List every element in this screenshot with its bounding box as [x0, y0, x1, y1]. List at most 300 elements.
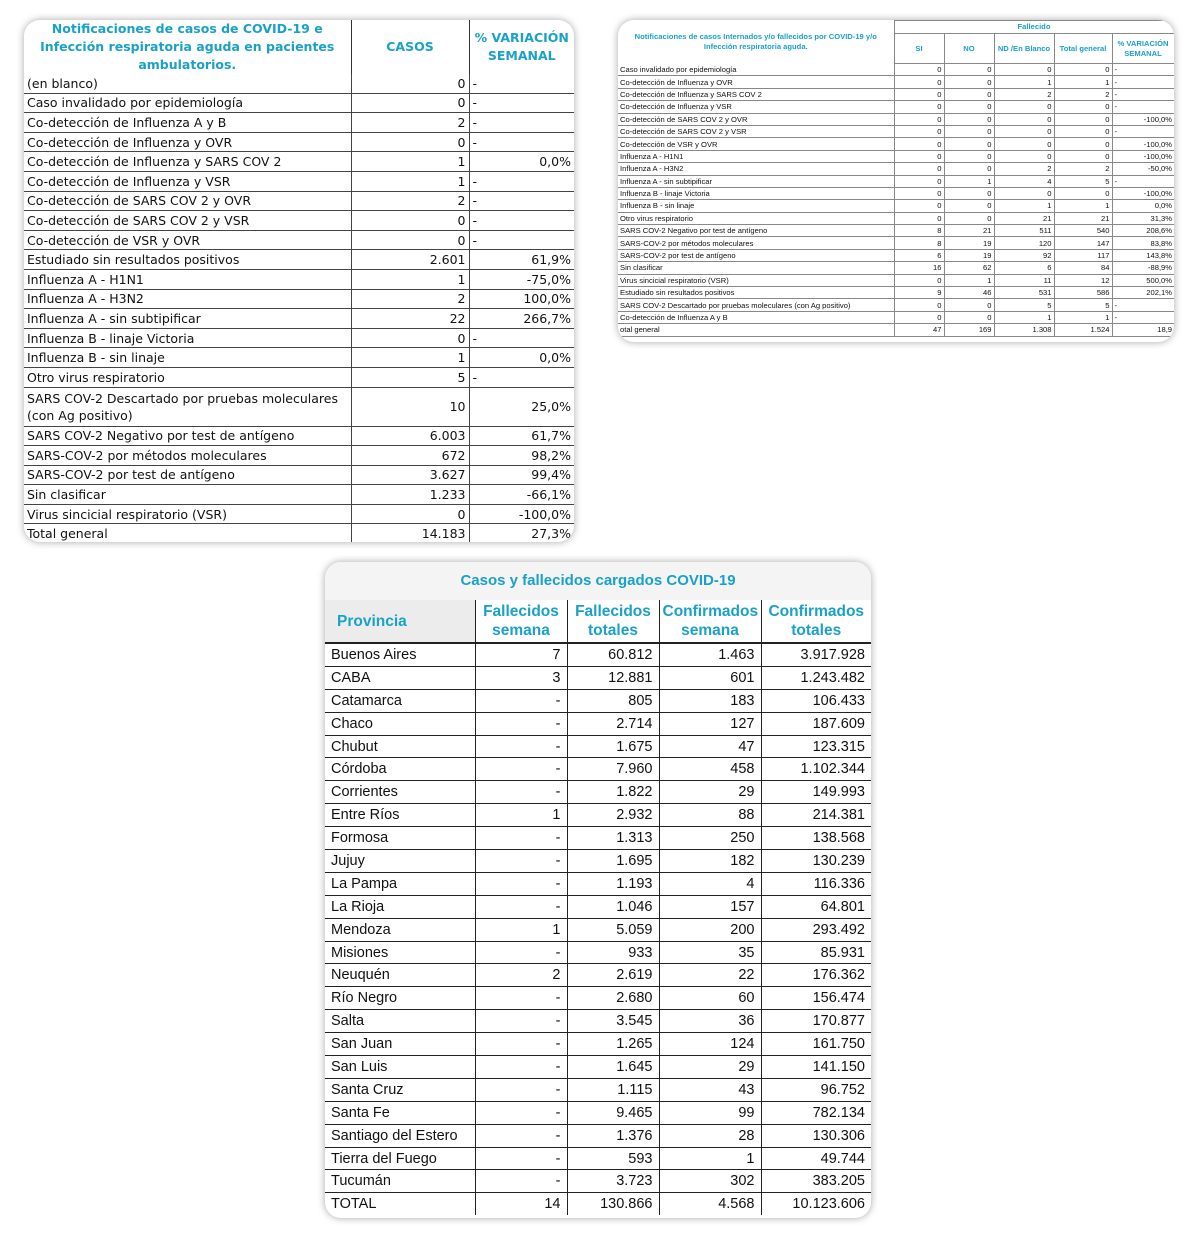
no-cell: 0	[944, 200, 994, 212]
confirmados-semana-cell: 601	[659, 666, 761, 689]
ambulatory-cases-table	[24, 20, 574, 542]
variacion-cell: 99,4%	[469, 465, 574, 485]
fallecidos-totales-cell: 1.193	[567, 872, 659, 895]
row-label: Co-detección de Influenza y VSR	[618, 101, 894, 113]
fallecidos-totales-cell: 933	[567, 941, 659, 964]
row-label: Influenza A - H1N1	[618, 150, 894, 162]
casos-cell: 1	[351, 171, 469, 191]
table-row	[24, 269, 574, 289]
ambulatory-cases-card	[24, 20, 574, 542]
variacion-cell: 98,2%	[469, 446, 574, 466]
si-header: SI	[894, 34, 944, 64]
fallecidos-totales-cell: 2.714	[567, 712, 659, 735]
fallecidos-semana-cell: -	[475, 850, 567, 873]
variacion-cell: 500,0%	[1112, 274, 1174, 286]
row-label: Co-detección de Influenza y OVR	[24, 132, 351, 152]
table-row	[24, 309, 574, 329]
provincia-cell: Chaco	[325, 712, 475, 735]
table-row	[618, 249, 1174, 261]
no-cell: 19	[944, 237, 994, 249]
table-row	[618, 274, 1174, 286]
total-cell: 84	[1054, 262, 1112, 274]
total-cell: 586	[1054, 287, 1112, 299]
provincia-cell: TOTAL	[325, 1193, 475, 1215]
fallecidos-totales-cell: 2.619	[567, 964, 659, 987]
variacion-cell: 266,7%	[469, 309, 574, 329]
table-row	[325, 781, 871, 804]
table-row	[325, 758, 871, 781]
no-cell: 0	[944, 150, 994, 162]
variacion-cell: -	[469, 191, 574, 211]
casos-cell: 2.601	[351, 250, 469, 270]
no-cell: 0	[944, 212, 994, 224]
row-label: Virus sincicial respiratorio (VSR)	[618, 274, 894, 286]
provincia-cell: Santa Fe	[325, 1101, 475, 1124]
confirmados-totales-cell: 141.150	[761, 1056, 871, 1079]
fallecidos-semana-cell: -	[475, 1056, 567, 1079]
table-row	[24, 348, 574, 368]
nd-cell: 0	[994, 125, 1054, 137]
confirmados-semana-cell: 458	[659, 758, 761, 781]
table-row	[618, 113, 1174, 125]
row-label: SARS COV-2 Negativo por test de antígeno	[24, 426, 351, 446]
table-row	[618, 299, 1174, 311]
provincia-cell: Corrientes	[325, 781, 475, 804]
hospitalized-cases-table	[618, 20, 1174, 337]
table-row	[618, 138, 1174, 150]
row-label: Co-detección de Influenza y OVR	[618, 76, 894, 88]
confirmados-semana-cell: 29	[659, 1056, 761, 1079]
table-row	[24, 230, 574, 250]
fallecidos-semana-cell: -	[475, 689, 567, 712]
confirmados-semana-cell: 29	[659, 781, 761, 804]
fallecidos-semana-cell: 14	[475, 1193, 567, 1215]
confirmados-totales-cell: 149.993	[761, 781, 871, 804]
variacion-cell: 25,0%	[469, 387, 574, 426]
provincia-cell: Neuquén	[325, 964, 475, 987]
variacion-semanal-header: % VARIACIÓN SEMANAL	[1112, 34, 1174, 64]
casos-cell: 0	[351, 230, 469, 250]
provincia-cell: Chubut	[325, 735, 475, 758]
confirmados-semana-cell: 88	[659, 804, 761, 827]
confirmados-totales-cell: 123.315	[761, 735, 871, 758]
table-row	[618, 200, 1174, 212]
casos-cell: 1	[351, 348, 469, 368]
row-label: Co-detección de VSR y OVR	[24, 230, 351, 250]
variacion-cell: -100,0%	[1112, 113, 1174, 125]
confirmados-semana-cell: 250	[659, 827, 761, 850]
confirmados-totales-cell: 106.433	[761, 689, 871, 712]
nd-cell: 0	[994, 101, 1054, 113]
confirmados-totales-cell: 1.243.482	[761, 666, 871, 689]
table-row	[618, 287, 1174, 299]
variacion-cell: 61,9%	[469, 250, 574, 270]
si-cell: 0	[894, 138, 944, 150]
nd-cell: 21	[994, 212, 1054, 224]
table-row	[24, 191, 574, 211]
fallecidos-semana-cell: -	[475, 872, 567, 895]
confirmados-totales-cell: 49.744	[761, 1147, 871, 1170]
variacion-cell: -	[469, 367, 574, 387]
confirmados-totales-cell: 214.381	[761, 804, 871, 827]
casos-cell: 2	[351, 191, 469, 211]
confirmados-semana-cell: 60	[659, 987, 761, 1010]
row-label: Sin clasificar	[24, 485, 351, 505]
row-label: Influenza B - linaje Victoria	[24, 328, 351, 348]
table-row	[24, 152, 574, 172]
provincia-cell: Entre Ríos	[325, 804, 475, 827]
fallecidos-semana-cell: -	[475, 712, 567, 735]
total-cell: 0	[1054, 150, 1112, 162]
si-cell: 0	[894, 274, 944, 286]
confirmados-semana-cell: 302	[659, 1170, 761, 1193]
table-row	[618, 187, 1174, 199]
table-row	[325, 1124, 871, 1147]
provincia-cell: La Rioja	[325, 895, 475, 918]
total-cell: 5	[1054, 175, 1112, 187]
fallecidos-totales-cell: 593	[567, 1147, 659, 1170]
fallecidos-semana-cell: -	[475, 735, 567, 758]
nd-cell: 6	[994, 262, 1054, 274]
variacion-cell: 0,0%	[469, 348, 574, 368]
confirmados-semana-cell: 36	[659, 1010, 761, 1033]
confirmados-totales-cell: 383.205	[761, 1170, 871, 1193]
casos-cell: 2	[351, 113, 469, 133]
si-cell: 0	[894, 76, 944, 88]
row-label: Co-detección de SARS COV 2 y VSR	[24, 211, 351, 231]
nd-cell: 0	[994, 138, 1054, 150]
table-row	[24, 171, 574, 191]
confirmados-totales-cell: 116.336	[761, 872, 871, 895]
provincia-cell: Córdoba	[325, 758, 475, 781]
si-cell: 0	[894, 200, 944, 212]
table-row	[618, 262, 1174, 274]
table-row	[24, 289, 574, 309]
confirmados-semana-cell: 43	[659, 1078, 761, 1101]
table-row	[618, 125, 1174, 137]
provincia-cell: Mendoza	[325, 918, 475, 941]
si-cell: 0	[894, 125, 944, 137]
row-label: SARS-COV-2 por test de antígeno	[618, 249, 894, 261]
variacion-cell: 100,0%	[469, 289, 574, 309]
row-label: (en blanco)	[24, 74, 351, 93]
row-label: Influenza A - H3N2	[618, 163, 894, 175]
variacion-cell: -	[1112, 125, 1174, 137]
table-row	[618, 212, 1174, 224]
fallecidos-semana-cell: -	[475, 1147, 567, 1170]
si-cell: 9	[894, 287, 944, 299]
variacion-cell: -	[469, 74, 574, 93]
confirmados-totales-cell: 170.877	[761, 1010, 871, 1033]
row-label: Influenza B - sin linaje	[24, 348, 351, 368]
nd-cell: 120	[994, 237, 1054, 249]
hospitalized-title-header: Notificaciones de casos Internados y/o fallecidos por COVID-19 y/o Infección respiratoria aguda.	[618, 21, 894, 64]
table-row	[325, 941, 871, 964]
fallecidos-semana-cell: -	[475, 1010, 567, 1033]
total-cell: 2	[1054, 163, 1112, 175]
total-cell: 1.524	[1054, 324, 1112, 336]
provincia-cell: Catamarca	[325, 689, 475, 712]
nd-cell: 0	[994, 150, 1054, 162]
fallecidos-totales-cell: 2.680	[567, 987, 659, 1010]
nd-cell: 92	[994, 249, 1054, 261]
confirmados-semana-cell: 47	[659, 735, 761, 758]
table-row	[618, 324, 1174, 336]
total-cell: 5	[1054, 299, 1112, 311]
casos-cell: 3.627	[351, 465, 469, 485]
variacion-cell: 31,3%	[1112, 212, 1174, 224]
province-cases-card	[325, 562, 871, 1218]
provincia-cell: San Juan	[325, 1033, 475, 1056]
table-row	[618, 64, 1174, 76]
no-cell: 0	[944, 113, 994, 125]
fallecidos-semana-cell: 3	[475, 666, 567, 689]
confirmados-totales-cell: 138.568	[761, 827, 871, 850]
variacion-cell: -100,0%	[1112, 187, 1174, 199]
casos-cell: 1	[351, 269, 469, 289]
total-cell: 0	[1054, 101, 1112, 113]
casos-cell: 672	[351, 446, 469, 466]
row-label: SARS-COV-2 por métodos moleculares	[618, 237, 894, 249]
variacion-cell: -	[1112, 64, 1174, 76]
row-label: Co-detección de Influenza y SARS COV 2	[24, 152, 351, 172]
row-label: otal general	[618, 324, 894, 336]
casos-cell: 1.233	[351, 485, 469, 505]
provincia-cell: San Luis	[325, 1056, 475, 1079]
table-row	[24, 485, 574, 505]
provincia-cell: Santiago del Estero	[325, 1124, 475, 1147]
variacion-cell: -	[469, 211, 574, 231]
fallecidos-totales-cell: 1.675	[567, 735, 659, 758]
fallecidos-totales-header: Fallecidos totales	[567, 600, 659, 643]
nd-cell: 5	[994, 299, 1054, 311]
si-cell: 0	[894, 187, 944, 199]
si-cell: 47	[894, 324, 944, 336]
no-cell: 21	[944, 225, 994, 237]
no-cell: 0	[944, 101, 994, 113]
nd-header: ND /En Blanco	[994, 34, 1054, 64]
row-label: Co-detección de VSR y OVR	[618, 138, 894, 150]
table-row	[24, 524, 574, 542]
casos-cell: 0	[351, 132, 469, 152]
variacion-cell: -50,0%	[1112, 163, 1174, 175]
row-label: SARS-COV-2 por métodos moleculares	[24, 446, 351, 466]
table-row	[24, 132, 574, 152]
variacion-cell: -75,0%	[469, 269, 574, 289]
table-row	[325, 1170, 871, 1193]
row-label: Caso invalidado por epidemiología	[24, 93, 351, 113]
confirmados-semana-cell: 28	[659, 1124, 761, 1147]
no-cell: 0	[944, 163, 994, 175]
fallecidos-totales-cell: 1.265	[567, 1033, 659, 1056]
fallecidos-semana-cell: -	[475, 1124, 567, 1147]
row-label: Influenza A - H1N1	[24, 269, 351, 289]
variacion-cell: -66,1%	[469, 485, 574, 505]
table-row	[24, 504, 574, 524]
table-row	[325, 1078, 871, 1101]
row-label: Influenza B - sin linaje	[618, 200, 894, 212]
si-cell: 0	[894, 163, 944, 175]
variacion-cell: -	[469, 171, 574, 191]
total-cell: 21	[1054, 212, 1112, 224]
casos-cell: 0	[351, 211, 469, 231]
nd-cell: 2	[994, 88, 1054, 100]
variacion-cell: -	[469, 230, 574, 250]
provincia-cell: Jujuy	[325, 850, 475, 873]
fallecidos-totales-cell: 1.645	[567, 1056, 659, 1079]
row-label: SARS COV-2 Descartado por pruebas moleculares (con Ag positivo)	[618, 299, 894, 311]
table-row	[24, 74, 574, 93]
row-label: Total general	[24, 524, 351, 542]
no-cell: 0	[944, 311, 994, 323]
no-cell: 0	[944, 88, 994, 100]
si-cell: 0	[894, 150, 944, 162]
row-label: SARS COV-2 Negativo por test de antígeno	[618, 225, 894, 237]
table-row	[24, 426, 574, 446]
row-label: SARS COV-2 Descartado por pruebas moleculares (con Ag positivo)	[24, 387, 351, 426]
total-cell: 117	[1054, 249, 1112, 261]
confirmados-semana-cell: 1.463	[659, 643, 761, 666]
fallecidos-totales-cell: 5.059	[567, 918, 659, 941]
fallecidos-totales-cell: 3.545	[567, 1010, 659, 1033]
row-label: Estudiado sin resultados positivos	[24, 250, 351, 270]
total-cell: 2	[1054, 88, 1112, 100]
provincia-cell: CABA	[325, 666, 475, 689]
variacion-cell: 0,0%	[1112, 200, 1174, 212]
fallecidos-totales-cell: 1.046	[567, 895, 659, 918]
variacion-cell: -	[469, 113, 574, 133]
confirmados-semana-cell: 99	[659, 1101, 761, 1124]
total-cell: 0	[1054, 125, 1112, 137]
fallecidos-semana-header: Fallecidos semana	[475, 600, 567, 643]
no-cell: 169	[944, 324, 994, 336]
variacion-cell: 202,1%	[1112, 287, 1174, 299]
variacion-cell: -	[1112, 299, 1174, 311]
table-row	[24, 93, 574, 113]
table-row	[325, 850, 871, 873]
casos-cell: 0	[351, 504, 469, 524]
variacion-cell: -100,0%	[1112, 138, 1174, 150]
no-cell: 0	[944, 138, 994, 150]
nd-cell: 2	[994, 163, 1054, 175]
casos-cell: 0	[351, 328, 469, 348]
confirmados-semana-cell: 4	[659, 872, 761, 895]
total-cell: 1	[1054, 200, 1112, 212]
casos-cell: 10	[351, 387, 469, 426]
variacion-cell: -	[1112, 76, 1174, 88]
no-cell: 0	[944, 64, 994, 76]
hospitalized-cases-card	[618, 20, 1174, 342]
si-cell: 8	[894, 225, 944, 237]
variacion-header: % VARIACIÓN SEMANAL	[474, 30, 569, 63]
fallecido-group-header: Fallecido	[894, 21, 1174, 34]
table-row	[325, 1033, 871, 1056]
table-row	[618, 311, 1174, 323]
table-row	[24, 211, 574, 231]
fallecidos-semana-cell: -	[475, 758, 567, 781]
total-cell: 147	[1054, 237, 1112, 249]
table-row	[618, 76, 1174, 88]
fallecidos-semana-cell: -	[475, 1101, 567, 1124]
table-row	[24, 367, 574, 387]
si-cell: 0	[894, 113, 944, 125]
confirmados-totales-header: Confirmados totales	[761, 600, 871, 643]
fallecidos-semana-cell: -	[475, 781, 567, 804]
casos-cell: 2	[351, 289, 469, 309]
confirmados-totales-cell: 3.917.928	[761, 643, 871, 666]
confirmados-semana-cell: 182	[659, 850, 761, 873]
fallecidos-semana-cell: -	[475, 1033, 567, 1056]
variacion-cell: 208,6%	[1112, 225, 1174, 237]
provincia-cell: Buenos Aires	[325, 643, 475, 666]
confirmados-totales-cell: 85.931	[761, 941, 871, 964]
row-label: Estudiado sin resultados positivos	[618, 287, 894, 299]
fallecidos-totales-cell: 7.960	[567, 758, 659, 781]
confirmados-totales-cell: 782.134	[761, 1101, 871, 1124]
si-cell: 0	[894, 311, 944, 323]
fallecidos-totales-cell: 130.866	[567, 1193, 659, 1215]
table-row	[618, 150, 1174, 162]
provincia-cell: Tucumán	[325, 1170, 475, 1193]
confirmados-semana-cell: 127	[659, 712, 761, 735]
fallecidos-totales-cell: 1.376	[567, 1124, 659, 1147]
table-row	[325, 1193, 871, 1215]
variacion-cell: 0,0%	[469, 152, 574, 172]
fallecidos-semana-cell: 1	[475, 804, 567, 827]
confirmados-semana-cell: 1	[659, 1147, 761, 1170]
total-cell: 12	[1054, 274, 1112, 286]
si-cell: 6	[894, 249, 944, 261]
variacion-cell: -	[469, 93, 574, 113]
variacion-cell: -	[1112, 175, 1174, 187]
row-label: Co-detección de Influenza y VSR	[24, 171, 351, 191]
table-row	[325, 712, 871, 735]
table-row	[325, 827, 871, 850]
table-row	[618, 175, 1174, 187]
row-label: Co-detección de Influenza A y B	[24, 113, 351, 133]
nd-cell: 11	[994, 274, 1054, 286]
casos-cell: 5	[351, 367, 469, 387]
table-row	[325, 1147, 871, 1170]
si-cell: 0	[894, 64, 944, 76]
si-cell: 16	[894, 262, 944, 274]
confirmados-semana-cell: 157	[659, 895, 761, 918]
casos-cell: 6.003	[351, 426, 469, 446]
row-label: Co-detección de SARS COV 2 y VSR	[618, 125, 894, 137]
nd-cell: 1	[994, 311, 1054, 323]
no-cell: 1	[944, 175, 994, 187]
confirmados-totales-cell: 156.474	[761, 987, 871, 1010]
fallecidos-semana-cell: -	[475, 895, 567, 918]
no-cell: 19	[944, 249, 994, 261]
variacion-cell: 83,8%	[1112, 237, 1174, 249]
variacion-cell: -	[1112, 88, 1174, 100]
confirmados-totales-cell: 161.750	[761, 1033, 871, 1056]
table-row	[325, 666, 871, 689]
table-row	[618, 88, 1174, 100]
row-label: Co-detección de SARS COV 2 y OVR	[24, 191, 351, 211]
table-row	[618, 225, 1174, 237]
variacion-cell: -	[469, 132, 574, 152]
confirmados-totales-cell: 96.752	[761, 1078, 871, 1101]
variacion-cell: -	[469, 328, 574, 348]
table-row	[24, 113, 574, 133]
fallecidos-totales-cell: 1.115	[567, 1078, 659, 1101]
variacion-cell: 61,7%	[469, 426, 574, 446]
fallecidos-totales-cell: 1.313	[567, 827, 659, 850]
fallecidos-semana-cell: -	[475, 987, 567, 1010]
provincia-cell: Santa Cruz	[325, 1078, 475, 1101]
